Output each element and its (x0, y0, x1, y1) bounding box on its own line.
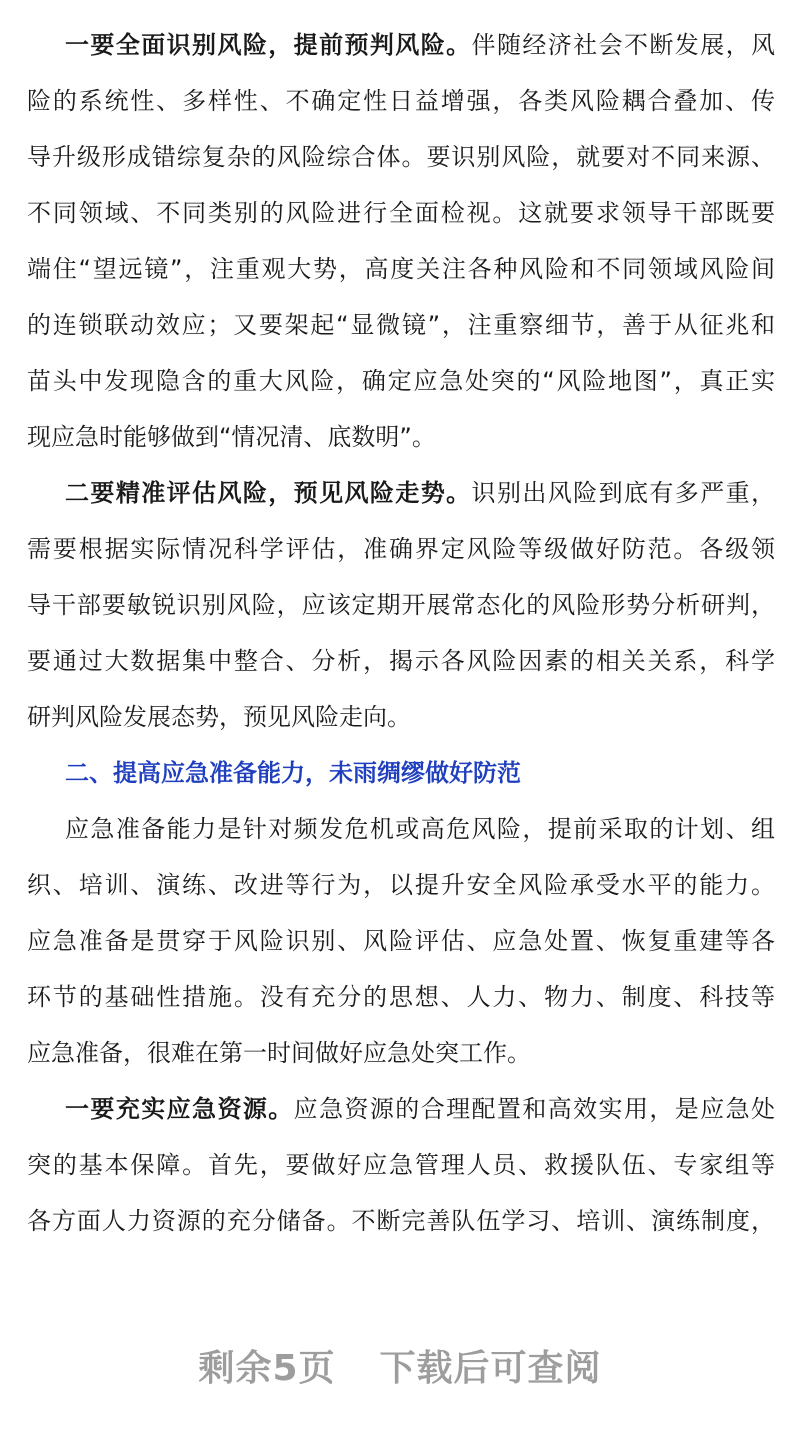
paragraph-lead: 一要全面识别风险，提前预判风险。 (65, 31, 472, 59)
paragraph-line: 研判风险发展态势，预见风险走向。 (27, 703, 411, 731)
paragraph-line: 苗头中发现隐含的重大风险，确定应急处突的“风险地图”，真正实 (27, 367, 775, 395)
paragraph-text: 识别出风险到底有多严重， (471, 479, 775, 507)
paragraph-line: 险的系统性、多样性、不确定性日益增强，各类风险耦合叠加、传 (27, 87, 775, 115)
paragraph-line: 导升级形成错综复杂的风险综合体。要识别风险，就要对不同来源、 (27, 143, 775, 171)
paragraph-line (27, 1081, 775, 1137)
paragraph-line: 各方面人力资源的充分储备。不断完善队伍学习、培训、演练制度， (27, 1207, 775, 1235)
paragraph-line: 不同领域、不同类别的风险进行全面检视。这就要求领导干部既要 (27, 199, 775, 227)
paragraph-line: 导干部要敏锐识别风险，应该定期开展常态化的风险形势分析研判， (27, 591, 775, 619)
paragraph-line: 端住“望远镜”，注重观大势，高度关注各种风险和不同领域风险间 (27, 255, 775, 283)
paragraph-text: 应急资源的合理配置和高效实用，是应急处 (293, 1095, 775, 1123)
paragraph-line: 环节的基础性措施。没有充分的思想、人力、物力、制度、科技等 (27, 983, 775, 1011)
remaining-pages-label[interactable]: 剩余5页 (198, 1348, 336, 1389)
paragraph-line: 突的基本保障。首先，要做好应急管理人员、救援队伍、专家组等 (27, 1151, 775, 1179)
paragraph-line: 的连锁联动效应；又要架起“显微镜”，注重察细节，善于从征兆和 (27, 311, 775, 339)
paragraph-line: 需要根据实际情况科学评估，准确界定风险等级做好防范。各级领 (27, 535, 775, 563)
section-heading: 二、提高应急准备能力，未雨绸缪做好防范 (65, 759, 521, 787)
document-body (27, 17, 775, 1249)
download-prompt[interactable] (0, 1340, 800, 1391)
paragraph-line (27, 17, 775, 73)
paragraph-line: 织、培训、演练、改进等行为，以提升安全风险承受水平的能力。 (27, 871, 775, 899)
paragraph-lead: 二要精准评估风险，预见风险走势。 (65, 479, 472, 507)
paragraph-text: 伴随经济社会不断发展，风 (471, 31, 775, 59)
paragraph-line: 应急准备，很难在第一时间做好应急处突工作。 (27, 1039, 531, 1067)
paragraph-line: 应急准备能力是针对频发危机或高危风险，提前采取的计划、组 (65, 815, 775, 843)
paragraph-line: 应急准备是贯穿于风险识别、风险评估、应急处置、恢复重建等各 (27, 927, 775, 955)
paragraph-lead: 一要充实应急资源。 (65, 1095, 294, 1123)
paragraph-line: 要通过大数据集中整合、分析，揭示各风险因素的相关关系，科学 (27, 647, 775, 675)
paragraph-line: 现应急时能够做到“情况清、底数明”。 (27, 423, 436, 451)
download-to-view-label[interactable]: 下载后可查阅 (379, 1348, 602, 1389)
paragraph-line (27, 465, 775, 521)
